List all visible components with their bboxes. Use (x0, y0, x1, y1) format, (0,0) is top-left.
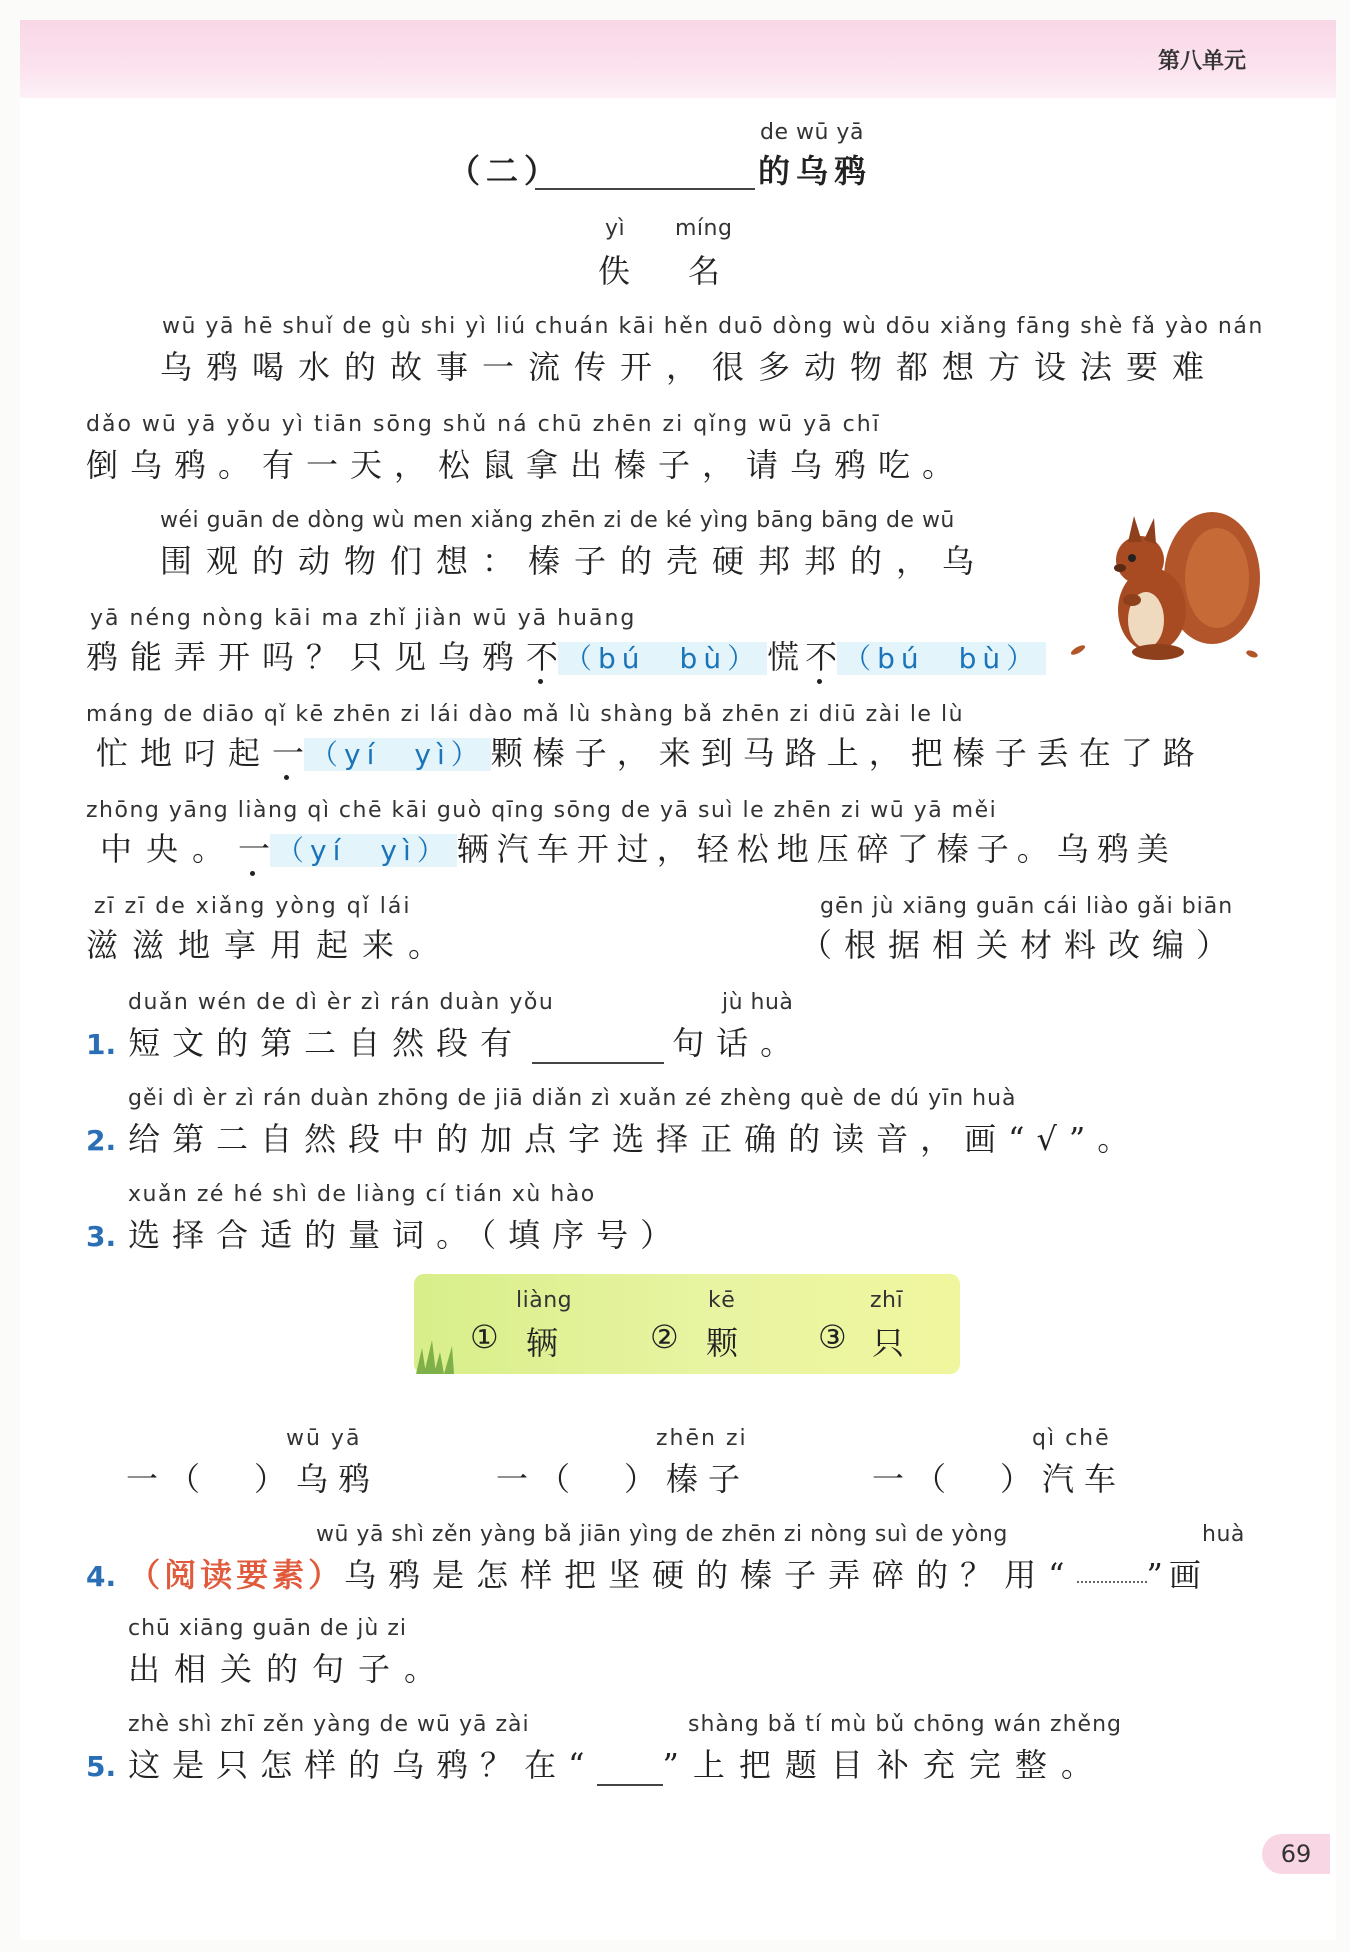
q3-pinyin: xuǎn zé hé shì de liàng cí tián xù hào (128, 1182, 596, 1207)
q4-pinyin-c: chū xiāng guān de jù zi (128, 1616, 408, 1641)
q4-pinyin-a: wū yā shì zěn yàng bǎ jiān yìng de zhēn zi nòng suì de yòng (316, 1522, 1008, 1547)
question-5 (86, 1740, 1107, 1786)
q4-pinyin-b: huà (1202, 1522, 1245, 1547)
q2-text: 给第二自然段中的加点字选择正确的读音，画“√”。 (128, 1120, 1142, 1158)
title-prefix: （二） (448, 152, 563, 190)
measure-word-options (414, 1274, 960, 1374)
story-line5-text-b: 颗榛子，来到马路上，把榛子丢在了路 (490, 734, 1205, 772)
story-line3-pinyin: wéi guān de dòng wù men xiǎng zhēn zi de ké yìng bāng bāng de wū (160, 508, 955, 533)
q5-text-b: ”上把题目补充完整。 (662, 1746, 1107, 1784)
q5-text-a: 这是只怎样的乌鸦？在“ (128, 1746, 597, 1784)
dotted-char-bu-1: 不 (526, 638, 559, 676)
option-2-pinyin: kē (708, 1288, 736, 1313)
workbook-page (20, 20, 1336, 1940)
q2-number: 2. (86, 1124, 117, 1157)
story-line7-pinyin: zī zī de xiǎng yòng qǐ lái (94, 894, 412, 919)
header-band (20, 20, 1336, 98)
blank-2-prefix: 一（ (496, 1460, 581, 1498)
story-line2-pinyin: dǎo wū yā yǒu yì tiān sōng shǔ ná chū zhēn zi qǐng wū yā chī (86, 412, 881, 437)
author-hanzi-1: 佚 (598, 252, 641, 290)
q1-pinyin-a: duǎn wén de dì èr zì rán duàn yǒu (128, 990, 555, 1015)
q4-reading-tag: （阅读要素） (128, 1556, 345, 1594)
story-line1-pinyin: wū yā hē shuǐ de gù shi yì liú chuán kāi hěn duō dòng wù dōu xiǎng fāng shè fǎ yào nán (162, 314, 1264, 339)
dotted-char-yi-1: 一 (272, 734, 305, 772)
title-blank[interactable] (535, 148, 755, 190)
story-line4-text-a: 鸦能弄开吗？只见乌鸦 (86, 638, 527, 676)
title-pinyin: de wū yā (760, 120, 864, 145)
dotted-char-yi-2: 一 (238, 830, 271, 868)
squirrel-illustration (1062, 498, 1272, 678)
wavy-line-symbol (1077, 1581, 1147, 1583)
q5-pinyin-a: zhè shì zhī zěn yàng de wū yā zài (128, 1712, 530, 1737)
blank-2-suffix: ）榛子 (624, 1460, 751, 1498)
blank-1-pinyin: wū yā (286, 1426, 362, 1451)
q1-number: 1. (86, 1028, 117, 1061)
question-2 (86, 1114, 1141, 1160)
author-pinyin-1: yì (605, 216, 626, 241)
blank-3-prefix: 一（ (872, 1460, 957, 1498)
q2-pinyin: gěi dì èr zì rán duàn zhōng de jiā diǎn zì xuǎn zé zhèng què de dú yīn huà (128, 1086, 1017, 1111)
option-3-number[interactable]: ③ (818, 1318, 859, 1356)
q5-number: 5. (86, 1750, 117, 1783)
question-3 (86, 1210, 684, 1256)
option-1-number[interactable]: ① (470, 1318, 511, 1356)
q5-answer-blank[interactable] (597, 1752, 663, 1786)
story-line5-pinyin: máng de diāo qǐ kē zhēn zi lái dào mǎ lù shàng bǎ zhēn zi diū zài le lù (86, 702, 965, 727)
q4-number: 4. (86, 1560, 117, 1593)
story-line5 (96, 728, 1205, 774)
story-line7: 滋滋地享用起来。 (86, 926, 455, 964)
option-1-pinyin: liàng (516, 1288, 573, 1313)
q4-text-c: 出相关的句子。 (128, 1650, 451, 1688)
fill-blank-3 (872, 1454, 1126, 1500)
q3-number: 3. (86, 1220, 117, 1253)
pinyin-option-bu-1[interactable]: （bú bù） (558, 642, 767, 675)
unit-label: 第八单元 (1157, 49, 1246, 74)
story-line3: 围观的动物们想：榛子的壳硬邦邦的，乌 (160, 542, 989, 580)
blank-1-suffix: ）乌鸦 (254, 1460, 381, 1498)
grass-icon (414, 1328, 474, 1374)
story-line6-pinyin: zhōng yāng liàng qì chē kāi guò qīng sōng de yā suì le zhēn zi wū yā měi (86, 798, 998, 823)
q1-text-a: 短文的第二自然段有 (128, 1024, 525, 1062)
blank-2-pinyin: zhēn zi (656, 1426, 748, 1451)
author-pinyin-2: míng (675, 216, 733, 241)
pinyin-option-bu-2[interactable]: （bú bù） (837, 642, 1046, 675)
option-2-word: 颗 (706, 1324, 749, 1362)
question-4 (86, 1550, 1207, 1596)
story-line4 (86, 632, 1046, 678)
fill-blank-2 (496, 1454, 750, 1500)
option-3-word: 只 (872, 1324, 915, 1362)
option-1-word: 辆 (526, 1324, 569, 1362)
q1-pinyin-b: jù huà (722, 990, 794, 1015)
pinyin-option-yi-1[interactable]: （yí yì） (304, 738, 491, 771)
page-number: 69 (1262, 1834, 1330, 1874)
option-3-pinyin: zhī (870, 1288, 904, 1313)
q1-text-b: 句话。 (672, 1024, 805, 1062)
story-line2: 倒乌鸦。有一天，松鼠拿出榛子，请乌鸦吃。 (86, 446, 967, 484)
blank-3-pinyin: qì chē (1032, 1426, 1111, 1451)
story-line6-text-a: 中央。 (100, 830, 239, 868)
question-1 (86, 1018, 804, 1064)
blank-3-suffix: ）汽车 (1000, 1460, 1127, 1498)
q1-answer-blank[interactable] (532, 1030, 664, 1064)
option-2-number[interactable]: ② (650, 1318, 691, 1356)
page-title: 的乌鸦 (758, 152, 873, 190)
story-line6 (100, 824, 1177, 870)
story-line4-pinyin: yā néng nòng kāi ma zhǐ jiàn wū yā huāng (90, 606, 637, 631)
blank-1-prefix: 一（ (126, 1460, 211, 1498)
source-note: （根据相关材料改编） (800, 926, 1241, 964)
source-pinyin: gēn jù xiāng guān cái liào gǎi biān (820, 894, 1234, 919)
fill-blank-1 (126, 1454, 380, 1500)
q3-text: 选择合适的量词。（填序号） (128, 1216, 685, 1254)
dotted-char-bu-2: 不 (805, 638, 838, 676)
story-line4-text-b: 慌 (767, 638, 806, 676)
story-line1: 乌鸦喝水的故事一流传开，很多动物都想方设法要难 (160, 348, 1219, 386)
q4-text-a: 乌鸦是怎样把坚硬的榛子弄碎的？用“ (344, 1556, 1077, 1594)
q5-pinyin-b: shàng bǎ tí mù bǔ chōng wán zhěng (688, 1712, 1122, 1737)
story-line5-text-a: 忙地叼起 (96, 734, 273, 772)
pinyin-option-yi-2[interactable]: （yí yì） (270, 834, 457, 867)
q4-text-b: ”画 (1146, 1556, 1207, 1594)
author-hanzi-2: 名 (688, 252, 731, 290)
story-line6-text-b: 辆汽车开过，轻松地压碎了榛子。乌鸦美 (456, 830, 1177, 868)
